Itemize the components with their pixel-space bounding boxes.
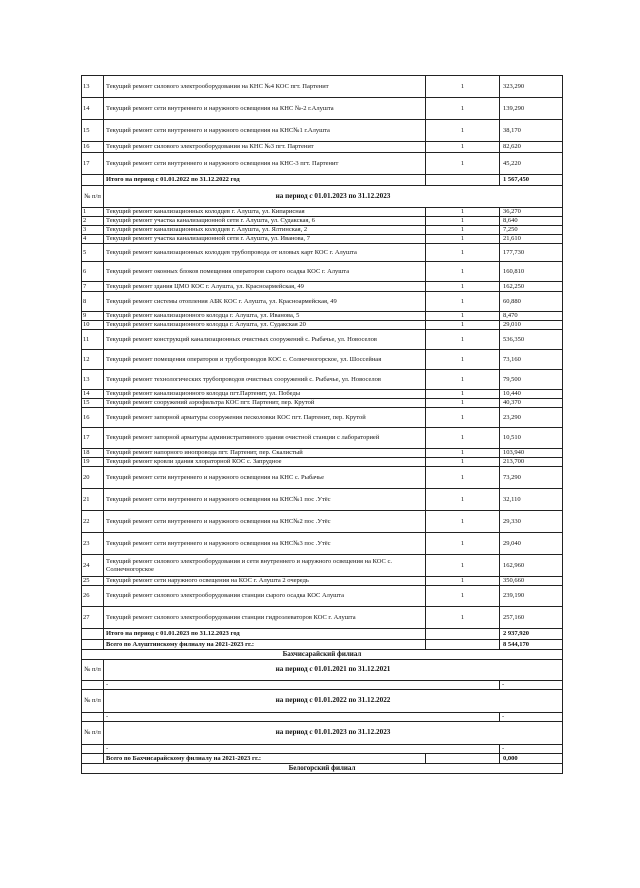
table-row bbox=[82, 292, 563, 312]
table-row bbox=[82, 607, 563, 629]
table-row bbox=[82, 217, 563, 226]
quantity: 1 bbox=[426, 449, 500, 458]
quantity: 1 bbox=[426, 350, 500, 370]
total-label: Всего по Бахчисарайскому филиалу на 2021-2023 гг.: bbox=[104, 754, 426, 764]
amount: 73,160 bbox=[500, 350, 563, 370]
table-row bbox=[82, 321, 563, 330]
table-body bbox=[82, 76, 563, 774]
quantity: 1 bbox=[426, 292, 500, 312]
quantity: 1 bbox=[426, 262, 500, 282]
table-row bbox=[82, 390, 563, 399]
quantity: 1 bbox=[426, 467, 500, 489]
quantity: 1 bbox=[426, 244, 500, 262]
work-description: Текущий ремонт силового электрооборудования на КНС №3 пгт. Партенит bbox=[104, 142, 426, 153]
empty-data-row bbox=[82, 681, 563, 690]
empty-cell bbox=[426, 754, 500, 764]
work-description: Текущий ремонт помещения операторов и трубопроводов КОС с. Солнечногорское, ул. Шоссейная bbox=[104, 350, 426, 370]
quantity: 1 bbox=[426, 489, 500, 511]
total-row bbox=[82, 640, 563, 650]
quantity: 1 bbox=[426, 511, 500, 533]
quantity: 1 bbox=[426, 217, 500, 226]
quantity: 1 bbox=[426, 408, 500, 428]
row-number: 10 bbox=[82, 321, 104, 330]
period-title: на период с 01.01.2023 по 31.12.2023 bbox=[104, 722, 563, 745]
dash-placeholder: - bbox=[104, 745, 500, 754]
quantity: 1 bbox=[426, 142, 500, 153]
period-title: на период с 01.01.2023 по 31.12.2023 bbox=[104, 186, 563, 208]
amount: 60,880 bbox=[500, 292, 563, 312]
row-number: 22 bbox=[82, 511, 104, 533]
dash-placeholder-amount: - bbox=[500, 745, 563, 754]
row-number: 18 bbox=[82, 449, 104, 458]
work-description: Текущий ремонт силового электрооборудования станции сырого осадка КОС Алушта bbox=[104, 586, 426, 607]
row-number: 23 bbox=[82, 533, 104, 555]
amount: 7,250 bbox=[500, 226, 563, 235]
row-number: 20 bbox=[82, 467, 104, 489]
work-description: Текущий ремонт здания ЦМО КОС г. Алушта, ул. Красноармейская, 49 bbox=[104, 282, 426, 292]
quantity: 1 bbox=[426, 607, 500, 629]
branch-header-row bbox=[82, 650, 563, 660]
amount: 162,250 bbox=[500, 282, 563, 292]
work-description: Текущий ремонт участка канализационной сети г. Алушта, ул. Иванова, 7 bbox=[104, 235, 426, 244]
total-amount: 2 937,920 bbox=[500, 629, 563, 640]
table-row bbox=[82, 350, 563, 370]
quantity: 1 bbox=[426, 555, 500, 577]
dash-placeholder-amount: - bbox=[500, 681, 563, 690]
work-description: Текущий ремонт напорного инопровода пгт. Партенит, пер. Скалистый bbox=[104, 449, 426, 458]
work-description: Текущий ремонт системы отопления АБК КОС г. Алушта, ул. Красноармейская, 49 bbox=[104, 292, 426, 312]
amount: 239,190 bbox=[500, 586, 563, 607]
row-number: 27 bbox=[82, 607, 104, 629]
empty-cell bbox=[82, 629, 104, 640]
empty-cell bbox=[426, 640, 500, 650]
work-description: Текущий ремонт сети внутреннего и наружного освещения на КНС№1 г.Алушта bbox=[104, 120, 426, 142]
quantity: 1 bbox=[426, 98, 500, 120]
table-row bbox=[82, 142, 563, 153]
total-row bbox=[82, 629, 563, 640]
number-column-header: № п/п bbox=[82, 660, 104, 681]
table-row bbox=[82, 153, 563, 175]
dash-placeholder: - bbox=[104, 713, 500, 722]
total-amount: 8 544,170 bbox=[500, 640, 563, 650]
amount: 79,500 bbox=[500, 370, 563, 390]
quantity: 1 bbox=[426, 533, 500, 555]
amount: 23,290 bbox=[500, 408, 563, 428]
table-row bbox=[82, 458, 563, 467]
work-description: Текущий ремонт канализационного колодца пгт.Партенит, ул. Победы bbox=[104, 390, 426, 399]
table-row bbox=[82, 330, 563, 350]
branch-title: Белогорский филиал bbox=[82, 764, 563, 774]
amount: 323,290 bbox=[500, 76, 563, 98]
empty-cell bbox=[82, 713, 104, 722]
amount: 73,290 bbox=[500, 467, 563, 489]
empty-cell bbox=[426, 175, 500, 186]
period-header-row bbox=[82, 660, 563, 681]
work-description: Текущий ремонт оконных блоков помещения операторов сырого осадка КОС г. Алушта bbox=[104, 262, 426, 282]
quantity: 1 bbox=[426, 428, 500, 449]
amount: 160,810 bbox=[500, 262, 563, 282]
table-row bbox=[82, 428, 563, 449]
work-description: Текущий ремонт сети внутреннего и наружного освещения на КНС№3 пос .Утёс bbox=[104, 533, 426, 555]
work-description: Текущий ремонт канализационных колодцев г. Алушта, ул. Ялтинская, 2 bbox=[104, 226, 426, 235]
quantity: 1 bbox=[426, 330, 500, 350]
total-amount: 0,000 bbox=[500, 754, 563, 764]
total-label: Итого на период с 01.01.2022 по 31.12.2022 год bbox=[104, 175, 426, 186]
empty-cell bbox=[426, 629, 500, 640]
row-number: 3 bbox=[82, 226, 104, 235]
table-row bbox=[82, 282, 563, 292]
row-number: 6 bbox=[82, 262, 104, 282]
table-row bbox=[82, 577, 563, 586]
row-number: 14 bbox=[82, 390, 104, 399]
amount: 8,470 bbox=[500, 312, 563, 321]
row-number: 8 bbox=[82, 292, 104, 312]
table-row bbox=[82, 399, 563, 408]
row-number: 12 bbox=[82, 350, 104, 370]
work-description: Текущий ремонт технологических трубопроводов очистных сооружений с. Рыбачье, ул. Новоселов bbox=[104, 370, 426, 390]
row-number: 14 bbox=[82, 98, 104, 120]
table-row bbox=[82, 312, 563, 321]
table-row bbox=[82, 208, 563, 217]
table-row bbox=[82, 586, 563, 607]
work-description: Текущий ремонт запорной арматуры административного здания очистной станции с лабораторией bbox=[104, 428, 426, 449]
quantity: 1 bbox=[426, 577, 500, 586]
table-row bbox=[82, 449, 563, 458]
row-number: 15 bbox=[82, 399, 104, 408]
amount: 32,110 bbox=[500, 489, 563, 511]
period-header-row bbox=[82, 186, 563, 208]
quantity: 1 bbox=[426, 586, 500, 607]
quantity: 1 bbox=[426, 153, 500, 175]
table-row bbox=[82, 370, 563, 390]
table-row bbox=[82, 511, 563, 533]
empty-cell bbox=[82, 175, 104, 186]
table-row bbox=[82, 226, 563, 235]
work-description: Текущий ремонт конструкций канализационных очистных сооружений с. Рыбачье, ул. Новоселов bbox=[104, 330, 426, 350]
amount: 10,440 bbox=[500, 390, 563, 399]
empty-cell bbox=[82, 745, 104, 754]
table-row bbox=[82, 408, 563, 428]
work-description: Текущий ремонт силового электрооборудования на КНС №4 КОС пгт. Партенит bbox=[104, 76, 426, 98]
quantity: 1 bbox=[426, 76, 500, 98]
row-number: 16 bbox=[82, 408, 104, 428]
amount: 103,940 bbox=[500, 449, 563, 458]
amount: 29,330 bbox=[500, 511, 563, 533]
empty-cell bbox=[82, 754, 104, 764]
row-number: 16 bbox=[82, 142, 104, 153]
total-amount: 1 567,450 bbox=[500, 175, 563, 186]
table-row bbox=[82, 98, 563, 120]
row-number: 13 bbox=[82, 76, 104, 98]
number-column-header: № п/п bbox=[82, 690, 104, 713]
work-description: Текущий ремонт сети внутреннего и наружного освещения на КНС№2 пос .Утёс bbox=[104, 511, 426, 533]
table-row bbox=[82, 489, 563, 511]
empty-data-row bbox=[82, 713, 563, 722]
amount: 29,010 bbox=[500, 321, 563, 330]
quantity: 1 bbox=[426, 458, 500, 467]
quantity: 1 bbox=[426, 226, 500, 235]
work-description: Текущий ремонт канализационных колодцев г. Алушта, ул. Кипарисная bbox=[104, 208, 426, 217]
quantity: 1 bbox=[426, 312, 500, 321]
amount: 29,040 bbox=[500, 533, 563, 555]
quantity: 1 bbox=[426, 282, 500, 292]
table-row bbox=[82, 76, 563, 98]
quantity: 1 bbox=[426, 321, 500, 330]
branch-header-row bbox=[82, 764, 563, 774]
work-description: Текущий ремонт канализационного колодца г. Алушта, ул. Иванова, 5 bbox=[104, 312, 426, 321]
amount: 82,620 bbox=[500, 142, 563, 153]
amount: 177,730 bbox=[500, 244, 563, 262]
empty-data-row bbox=[82, 745, 563, 754]
quantity: 1 bbox=[426, 208, 500, 217]
amount: 40,370 bbox=[500, 399, 563, 408]
row-number: 21 bbox=[82, 489, 104, 511]
period-title: на период с 01.01.2022 по 31.12.2022 bbox=[104, 690, 563, 713]
work-description: Текущий ремонт силового электрооборудования станции гидроэлеваторов КОС г. Алушта bbox=[104, 607, 426, 629]
amount: 257,160 bbox=[500, 607, 563, 629]
row-number: 1 bbox=[82, 208, 104, 217]
row-number: 9 bbox=[82, 312, 104, 321]
work-description: Текущий ремонт канализационных колодцев трубопровода от иловых карт КОС г. Алушта bbox=[104, 244, 426, 262]
work-description: Текущий ремонт сети внутреннего и наружного освещения на КНС-3 пгт. Партенит bbox=[104, 153, 426, 175]
table-row bbox=[82, 555, 563, 577]
row-number: 26 bbox=[82, 586, 104, 607]
amount: 45,220 bbox=[500, 153, 563, 175]
work-description: Текущий ремонт участка канализационной сети г. Алушта, ул. Судакская, 6 bbox=[104, 217, 426, 226]
row-number: 13 bbox=[82, 370, 104, 390]
quantity: 1 bbox=[426, 120, 500, 142]
number-column-header: № п/п bbox=[82, 186, 104, 208]
quantity: 1 bbox=[426, 399, 500, 408]
total-label: Всего по Алуштинскому филиалу на 2021-2023 гг.: bbox=[104, 640, 426, 650]
work-description: Текущий ремонт сооружений аэрофильтра КОС пгт. Партенит, пер. Крутой bbox=[104, 399, 426, 408]
period-header-row bbox=[82, 722, 563, 745]
branch-title: Бахчисарайский филиал bbox=[82, 650, 563, 660]
row-number: 5 bbox=[82, 244, 104, 262]
amount: 139,290 bbox=[500, 98, 563, 120]
amount: 350,660 bbox=[500, 577, 563, 586]
row-number: 25 bbox=[82, 577, 104, 586]
work-description: Текущий ремонт силового электрооборудования и сети внутреннего и наружного освещения на КОС с. Солнечногорское bbox=[104, 555, 426, 577]
total-label: Итого на период с 01.01.2023 по 31.12.2023 год bbox=[104, 629, 426, 640]
period-title: на период с 01.01.2021 по 31.12.2021 bbox=[104, 660, 563, 681]
amount: 36,270 bbox=[500, 208, 563, 217]
quantity: 1 bbox=[426, 370, 500, 390]
table-row bbox=[82, 262, 563, 282]
row-number: 4 bbox=[82, 235, 104, 244]
period-header-row bbox=[82, 690, 563, 713]
amount: 10,510 bbox=[500, 428, 563, 449]
row-number: 15 bbox=[82, 120, 104, 142]
dash-placeholder: - bbox=[104, 681, 500, 690]
total-row bbox=[82, 175, 563, 186]
work-description: Текущий ремонт кровли здания хлораторной КОС с. Запрудное bbox=[104, 458, 426, 467]
table-row bbox=[82, 120, 563, 142]
work-description: Текущий ремонт сети наружного освещения на КОС г. Алушта 2 очередь bbox=[104, 577, 426, 586]
amount: 8,640 bbox=[500, 217, 563, 226]
amount: 38,170 bbox=[500, 120, 563, 142]
row-number: 7 bbox=[82, 282, 104, 292]
table-row bbox=[82, 235, 563, 244]
row-number: 17 bbox=[82, 428, 104, 449]
quantity: 1 bbox=[426, 390, 500, 399]
amount: 213,700 bbox=[500, 458, 563, 467]
repair-works-table bbox=[81, 75, 563, 774]
work-description: Текущий ремонт запорной арматуры сооружения песколовки КОС пгт. Партенит, пер. Крутой bbox=[104, 408, 426, 428]
table-row bbox=[82, 533, 563, 555]
work-description: Текущий ремонт сети внутреннего и наружного освещения на КНС с. Рыбачье bbox=[104, 467, 426, 489]
table-row bbox=[82, 467, 563, 489]
empty-cell bbox=[82, 681, 104, 690]
quantity: 1 bbox=[426, 235, 500, 244]
row-number: 11 bbox=[82, 330, 104, 350]
row-number: 24 bbox=[82, 555, 104, 577]
amount: 536,350 bbox=[500, 330, 563, 350]
row-number: 19 bbox=[82, 458, 104, 467]
row-number: 17 bbox=[82, 153, 104, 175]
amount: 21,610 bbox=[500, 235, 563, 244]
work-description: Текущий ремонт сети внутреннего и наружного освещения на КНС№1 пос .Утёс bbox=[104, 489, 426, 511]
dash-placeholder-amount: - bbox=[500, 713, 563, 722]
amount: 162,960 bbox=[500, 555, 563, 577]
document-sheet bbox=[81, 75, 562, 774]
work-description: Текущий ремонт сети внутреннего и наружного освещения на КНС №-2 г.Алушта bbox=[104, 98, 426, 120]
row-number: 2 bbox=[82, 217, 104, 226]
total-row bbox=[82, 754, 563, 764]
empty-cell bbox=[82, 640, 104, 650]
table-row bbox=[82, 244, 563, 262]
work-description: Текущий ремонт канализационного колодца г. Алушта, ул. Судакская 20 bbox=[104, 321, 426, 330]
number-column-header: № п/п bbox=[82, 722, 104, 745]
